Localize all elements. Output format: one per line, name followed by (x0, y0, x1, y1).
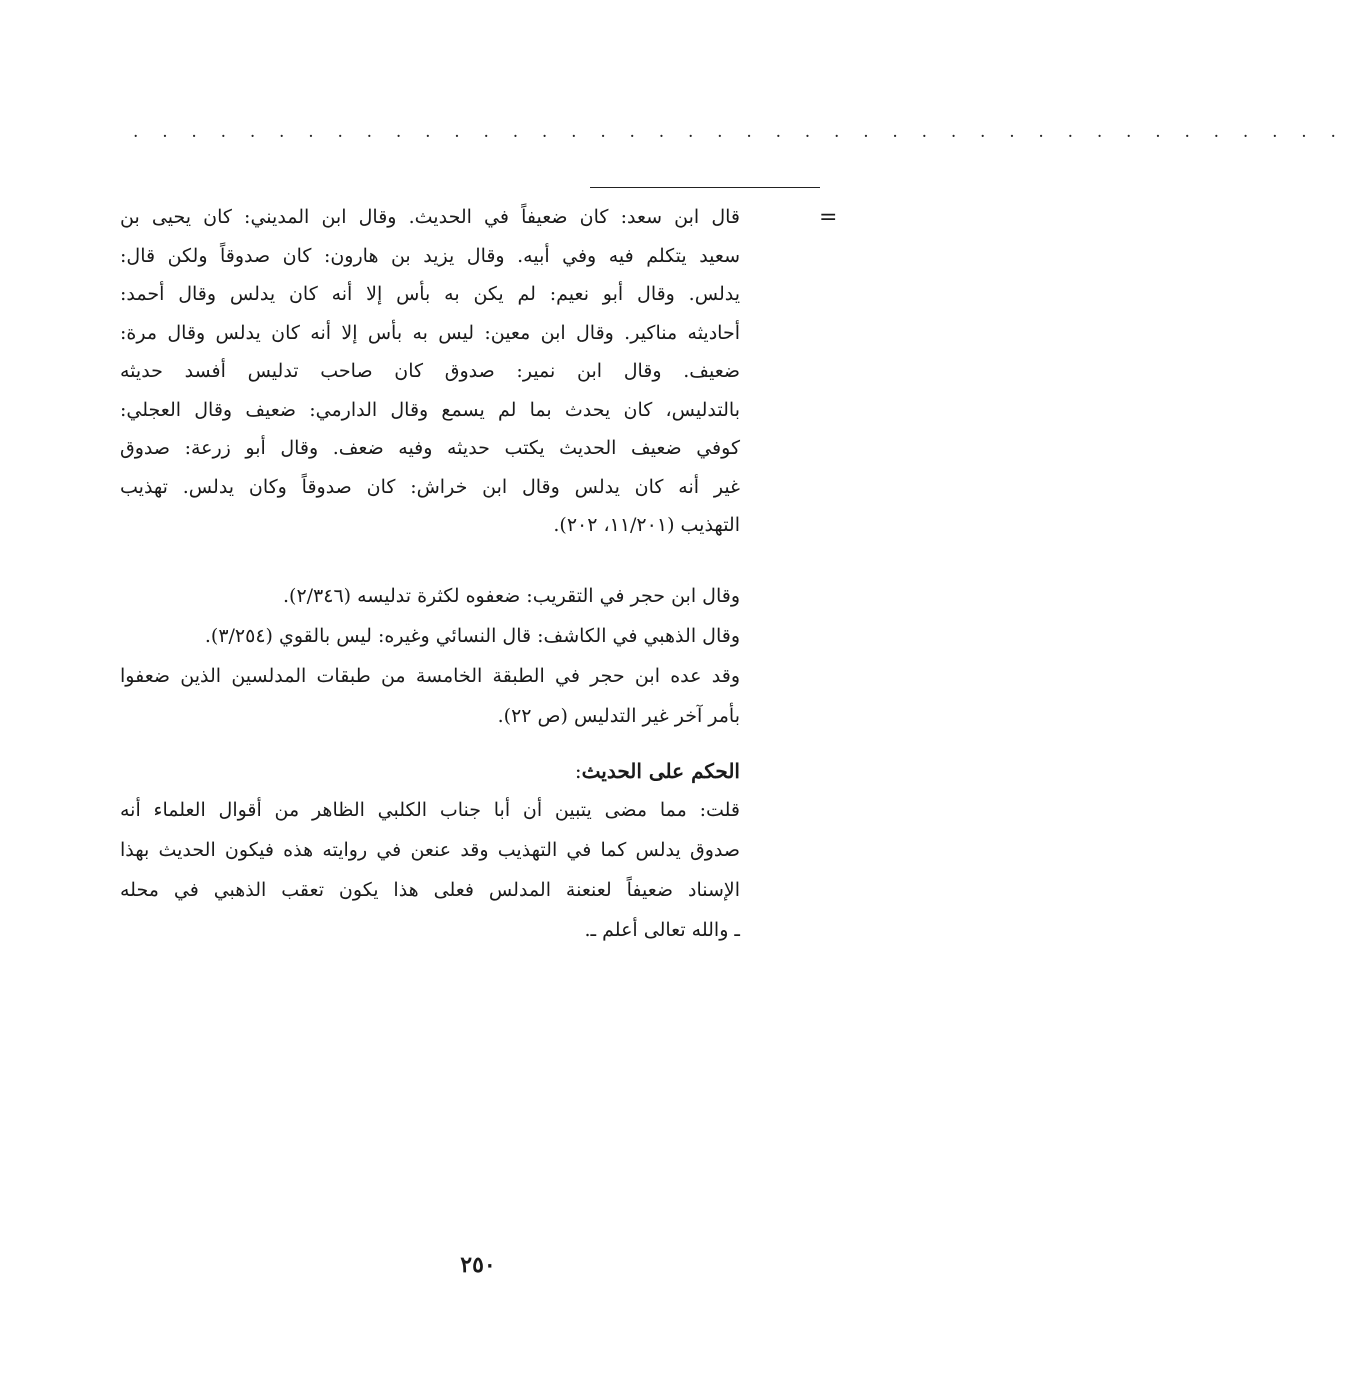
paragraph-line: الإسناد ضعيفاً لعنعنة المدلس فعلى هذا يكون تعقب الذهبي في محله (120, 879, 740, 901)
paragraph-line: بأمر آخر غير التدليس (ص ٢٢). (497, 705, 740, 727)
section-heading-title: الحكم على الحديث (581, 759, 740, 783)
paragraph-line: وقد عده ابن حجر في الطبقة الخامسة من طبقات المدلسين الذين ضعفوا (120, 665, 740, 687)
footnote-separator-line (590, 187, 820, 188)
footnote-line: التهذيب (١١/٢٠١، ٢٠٢). (553, 514, 740, 536)
dotted-separator: . . . . . . . . . . . . . . . . . . . . . . . . . . . . . . . . . . . . . . . . . . (133, 122, 1345, 142)
footnote-line: قال ابن سعد: كان ضعيفاً في الحديث. وقال ابن المديني: كان يحيى بن (120, 206, 740, 228)
footnote-line: يدلس. وقال أبو نعيم: لم يكن به بأس إلا أنه كان يدلس وقال أحمد: (120, 283, 740, 305)
footnote-line: بالتدليس، كان يحدث بما لم يسمع وقال الدارمي: ضعيف وقال العجلي: (120, 398, 740, 421)
ruling-paragraph (120, 790, 740, 950)
footnote-line: كوفي ضعيف الحديث يكتب حديثه وفيه ضعف. وقال أبو زرعة: صدوق (120, 437, 740, 459)
page-number: ٢٥٠ (460, 1252, 496, 1278)
section-heading (120, 752, 740, 790)
footnote-continuation-mark: = (819, 205, 838, 230)
footnote-line: غير أنه كان يدلس وقال ابن خراش: كان صدوقاً وكان يدلس. تهذيب (120, 475, 740, 498)
narrators-paragraph (120, 576, 740, 736)
paragraph-line: ـ والله تعالى أعلم ـ. (584, 919, 740, 941)
footnote-line: أحاديثه مناكير. وقال ابن معين: ليس به بأس إلا أنه كان يدلس وقال مرة: (120, 321, 740, 344)
footnote-line: ضعيف. وقال ابن نمير: صدوق كان صاحب تدليس أفسد حديثه (120, 360, 740, 382)
section-heading-colon: : (574, 759, 582, 783)
paragraph-line: وقال ابن حجر في التقريب: ضعفوه لكثرة تدليسه (٢/٣٤٦). (282, 585, 740, 607)
paragraph-line: صدوق يدلس كما في التهذيب وقد عنعن في روايته هذه فيكون الحديث بهذا (120, 839, 740, 861)
footnote-block (120, 198, 740, 545)
footnote-line: سعيد يتكلم فيه وفي أبيه. وقال يزيد بن هارون: كان صدوقاً ولكن قال: (120, 244, 740, 267)
paragraph-line: قلت: مما مضى يتبين أن أبا جناب الكلبي الظاهر من أقوال العلماء أنه (120, 799, 740, 821)
paragraph-line: وقال الذهبي في الكاشف: قال النسائي وغيره: ليس بالقوي (٣/٢٥٤). (204, 625, 740, 647)
